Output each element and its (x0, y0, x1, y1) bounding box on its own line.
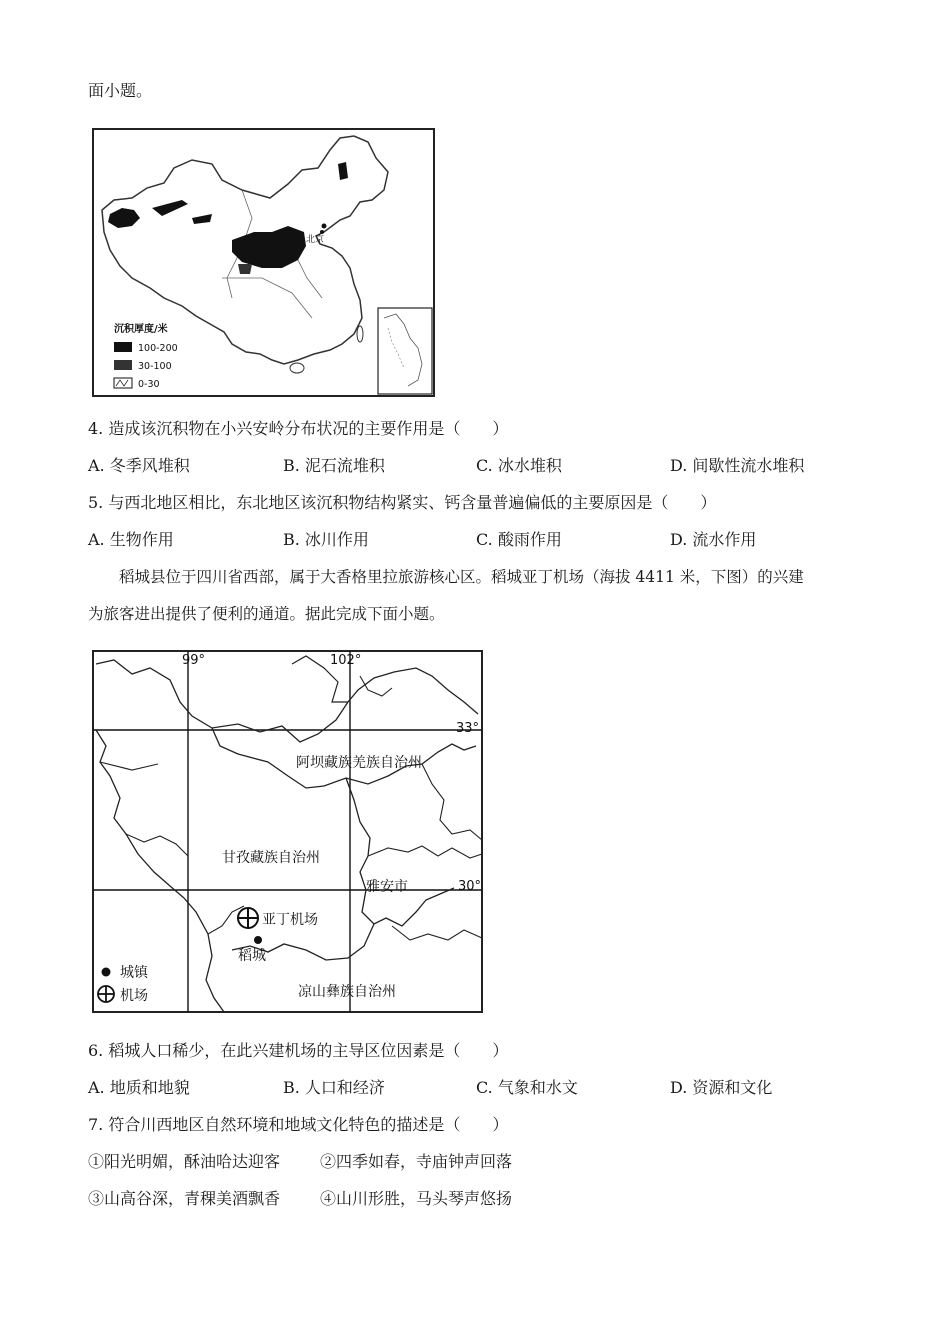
place-yading-airport: 亚丁机场 (262, 912, 318, 928)
legend-town-label: 城镇 (120, 965, 148, 981)
town-dot-icon (254, 936, 262, 944)
region-ganzi: 甘孜藏族自治州 (222, 850, 320, 866)
question-4-stem: 4. 造成该沉积物在小兴安岭分布状况的主要作用是（ ） (88, 419, 509, 438)
q4-option-c[interactable]: C. 冰水堆积 (476, 456, 562, 475)
q6-option-a[interactable]: A. 地质和地貌 (88, 1078, 190, 1097)
beijing-dot (322, 224, 327, 229)
lat-label-30: 30° (458, 879, 482, 894)
south-sea-inset (378, 308, 432, 394)
lat-label-33: 33° (456, 721, 480, 736)
question-5-stem: 5. 与西北地区相比，东北地区该沉积物结构紧实、钙含量普遍偏低的主要原因是（ ） (88, 493, 717, 512)
legend-swatch-dark (114, 342, 132, 352)
q4-option-b[interactable]: B. 泥石流堆积 (283, 456, 385, 475)
legend-label: 100-200 (138, 343, 178, 354)
q7-item-3: ③山高谷深，青稞美酒飘香 (88, 1189, 281, 1208)
q4-option-d[interactable]: D. 间歇性流水堆积 (670, 456, 805, 475)
legend-airport-label: 机场 (120, 988, 148, 1004)
lon-label-102: 102° (330, 653, 362, 668)
question-6-stem: 6. 稻城人口稀少，在此兴建机场的主导区位因素是（ ） (88, 1041, 509, 1060)
region-aba: 阿坝藏族羌族自治州 (296, 755, 422, 771)
place-daocheng: 稻城 (238, 948, 266, 964)
legend-title: 沉积厚度/米 (114, 324, 168, 335)
q7-item-2: ②四季如春，寺庙钟声回落 (320, 1152, 513, 1171)
q6-option-d[interactable]: D. 资源和文化 (670, 1078, 773, 1097)
passage-line-2: 为旅客进出提供了便利的通道。据此完成下面小题。 (88, 605, 445, 623)
legend-airport-icon (98, 986, 114, 1002)
legend-swatch-mid (114, 360, 132, 370)
q6-option-c[interactable]: C. 气象和水文 (476, 1078, 578, 1097)
sichuan-map-figure (92, 650, 484, 1018)
legend-label: 0-30 (138, 379, 160, 390)
loess-map-figure (92, 128, 436, 402)
q5-option-b[interactable]: B. 冰川作用 (283, 530, 369, 549)
legend-town-icon (102, 968, 111, 977)
airport-icon (238, 908, 258, 928)
question-7-stem: 7. 符合川西地区自然环境和地域文化特色的描述是（ ） (88, 1115, 509, 1134)
place-yaan: 雅安市 (366, 879, 408, 895)
legend-swatch-light (114, 378, 132, 388)
sichuan-map (92, 650, 484, 1014)
region-liangshan: 凉山彝族自治州 (298, 984, 396, 1000)
q5-option-c[interactable]: C. 酸雨作用 (476, 530, 562, 549)
q5-option-d[interactable]: D. 流水作用 (670, 530, 757, 549)
lon-label-99: 99° (182, 653, 206, 668)
q5-option-a[interactable]: A. 生物作用 (88, 530, 174, 549)
q7-item-1: ①阳光明媚，酥油哈达迎客 (88, 1152, 281, 1171)
beijing-label: 北京 (306, 235, 325, 245)
intro-tail: 面小题。 (88, 81, 153, 100)
loess-map (92, 128, 436, 398)
q7-item-4: ④山川形胜，马头琴声悠扬 (320, 1189, 513, 1208)
q6-option-b[interactable]: B. 人口和经济 (283, 1078, 385, 1097)
passage-line-1: 稻城县位于四川省西部，属于大香格里拉旅游核心区。稻城亚丁机场（海拔 4411 米，下图）的兴建 (119, 568, 804, 586)
deposit-patch (238, 264, 252, 274)
q4-option-a[interactable]: A. 冬季风堆积 (88, 456, 190, 475)
legend-label: 30-100 (138, 361, 172, 372)
